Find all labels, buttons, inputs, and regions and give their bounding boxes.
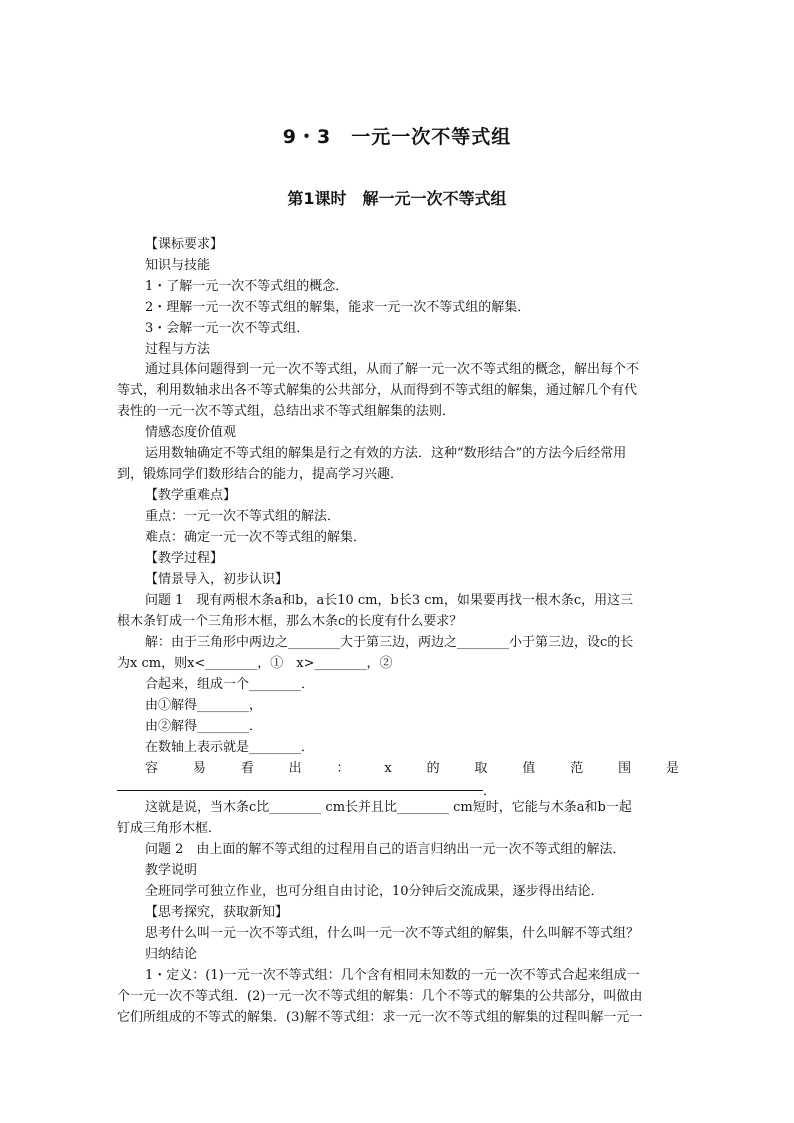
subheading-teaching-notes: 教学说明 xyxy=(145,863,198,878)
subheading-knowledge-skills: 知识与技能 xyxy=(145,258,211,273)
word: 范 xyxy=(570,761,584,776)
subheading-attitude-values: 情感态度价值观 xyxy=(145,425,237,440)
text-line: 全班同学可独立作业，也可分组自由讨论，10分钟后交流成果，逐步得出结论． xyxy=(145,884,604,899)
text-line: 通过具体问题得到一元一次不等式组，从而了解一元一次不等式组的概念，解出每个不 xyxy=(145,362,640,377)
text-line: 这就是说，当木条c比________ cm长并且比________ cm短时，它能与木条a和b一起 xyxy=(145,800,632,815)
text-line: 合起来，组成一个________． xyxy=(145,677,315,692)
text-line: 3・会解一元一次不等式组． xyxy=(145,321,310,336)
word: 围 xyxy=(618,761,632,776)
text-line: 思考什么叫一元一次不等式组，什么叫一元一次不等式组的解集，什么叫解不等式组？ xyxy=(145,926,640,941)
answer-blank-line xyxy=(117,790,483,791)
section-curriculum-requirements: 【课标要求】 xyxy=(145,237,224,252)
section-scenario-introduction: 【情景导入，初步认识】 xyxy=(145,572,289,587)
justified-line xyxy=(117,761,679,777)
text-line: 2・理解一元一次不等式组的解集，能求一元一次不等式组的解集． xyxy=(145,300,531,315)
section-key-difficult-points: 【教学重难点】 xyxy=(145,488,237,503)
word: 的 xyxy=(426,761,440,776)
subheading-conclusion: 归纳结论 xyxy=(145,947,198,962)
page-title: 9・3 一元一次不等式组 xyxy=(282,126,512,148)
text-line: 个一元一次不等式组．(2)一元一次不等式组的解集：几个不等式的解集的公共部分，叫做由 xyxy=(117,989,643,1004)
word: 取 xyxy=(474,761,488,776)
text-line: 等式，利用数轴求出各不等式解集的公共部分，从而得到不等式组的解集，通过解几个有代 xyxy=(117,383,638,398)
text-line: 表性的一元一次不等式组，总结出求不等式组解集的法则． xyxy=(117,404,456,419)
subheading-process-method: 过程与方法 xyxy=(145,342,211,357)
text-line: 到，锻炼同学们数形结合的能力，提高学习兴趣． xyxy=(117,467,404,482)
word: 出 xyxy=(288,761,302,776)
period-mark: ． xyxy=(483,784,497,799)
problem-1-text: 问题 1 现有两根木条a和b，a长10 cm，b长3 cm，如果要再找一根木条c，用这三 xyxy=(145,593,634,608)
word: 值 xyxy=(522,761,536,776)
text-line: 它们所组成的不等式的解集．(3)解不等式组：求一元一次不等式组的解集的过程叫解一元一 xyxy=(117,1010,643,1025)
section-teaching-process: 【教学过程】 xyxy=(145,551,224,566)
lesson-subtitle: 第1课时 解一元一次不等式组 xyxy=(287,189,507,208)
text-line: 重点：一元一次不等式组的解法． xyxy=(145,509,341,524)
text-line: 1・了解一元一次不等式组的概念． xyxy=(145,279,349,294)
word: x xyxy=(384,761,392,776)
text-line: 由②解得________． xyxy=(145,719,263,734)
word: 是 xyxy=(665,761,679,776)
text-line: 在数轴上表示就是________． xyxy=(145,740,315,755)
section-think-explore: 【思考探究，获取新知】 xyxy=(145,905,289,920)
word: 看 xyxy=(240,761,254,776)
text-line: 难点：确定一元一次不等式组的解集． xyxy=(145,530,367,545)
text-line: 钉成三角形木框． xyxy=(117,821,222,836)
word: ： xyxy=(336,761,350,776)
text-line: 1・定义：(1)一元一次不等式组：几个含有相同未知数的一元一次不等式合起来组成一 xyxy=(145,968,640,983)
problem-2-text: 问题 2 由上面的解不等式组的过程用自己的语言归纳出一元一次不等式组的解法． xyxy=(145,842,626,857)
word: 容 xyxy=(145,761,159,776)
text-line: 解：由于三角形中两边之________大于第三边，两边之________小于第三边，设c的长 xyxy=(145,635,634,650)
text-line: 运用数轴确定不等式组的解集是行之有效的方法．这种“数形结合”的方法今后经常用 xyxy=(145,446,627,461)
word: 易 xyxy=(192,761,206,776)
text-line: 由①解得________， xyxy=(145,698,263,713)
text-line: 为x cm，则x<________，① x>________，② xyxy=(117,656,393,671)
text-line: 根木条钉成一个三角形木框，那么木条c的长度有什么要求？ xyxy=(117,614,463,629)
